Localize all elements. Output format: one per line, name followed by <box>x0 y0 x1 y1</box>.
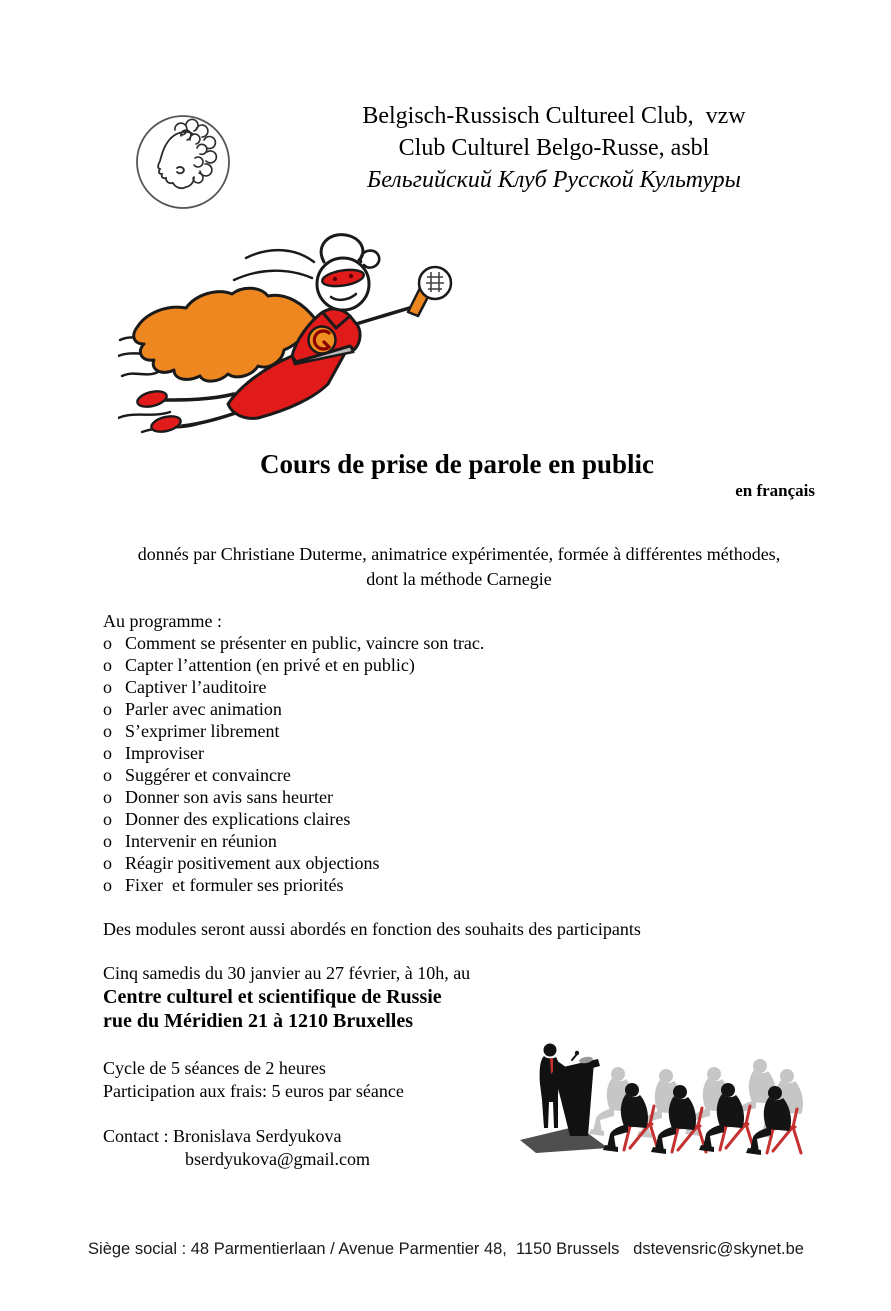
list-item <box>103 742 663 764</box>
list-item <box>103 632 663 654</box>
list-item-text: Parler avec animation <box>125 699 282 719</box>
intro-line1: donnés par Christiane Duterme, animatrice expérimentée, formée à différentes méthodes, <box>137 544 781 564</box>
schedule-section <box>103 961 703 1033</box>
intro-line2: dont la méthode Carnegie <box>366 569 552 589</box>
list-item-text: Intervenir en réunion <box>125 831 277 851</box>
list-item-text: S’exprimer librement <box>125 721 280 741</box>
venue-address: rue du Méridien 21 à 1210 Bruxelles <box>103 1010 413 1032</box>
list-item-text: Capter l’attention (en privé et en public) <box>125 655 415 675</box>
list-item-text: Captiver l’auditoire <box>125 677 267 697</box>
programme-section <box>103 610 663 896</box>
list-item <box>103 874 663 896</box>
list-item <box>103 830 663 852</box>
list-item <box>103 764 663 786</box>
schedule-dates: Cinq samedis du 30 janvier au 27 février, à 10h, au <box>103 963 471 983</box>
contact-name: Contact : Bronislava Serdyukova <box>103 1126 342 1146</box>
bullet-marker: o <box>103 633 112 653</box>
list-item-text: Réagir positivement aux objections <box>125 853 380 873</box>
programme-heading: Au programme : <box>103 611 222 631</box>
cycle-info: Cycle de 5 séances de 2 heures <box>103 1058 326 1078</box>
org-name-russian: Бельгийский Клуб Русской Культуры <box>367 167 741 193</box>
bullet-marker: o <box>103 853 112 873</box>
list-item-text: Comment se présenter en public, vaincre son trac. <box>125 633 485 653</box>
list-item <box>103 852 663 874</box>
bullet-marker: o <box>103 809 112 829</box>
contact-email: bserdyukova@gmail.com <box>185 1148 371 1169</box>
list-item <box>103 654 663 676</box>
bullet-marker: o <box>103 875 112 895</box>
list-item-text: Donner des explications claires <box>125 809 351 829</box>
bullet-marker: o <box>103 655 112 675</box>
list-item-text: Fixer et formuler ses priorités <box>125 875 344 895</box>
org-name-french: Club Culturel Belgo-Russe, asbl <box>398 135 710 161</box>
bullet-marker: o <box>103 699 112 719</box>
venue-name: Centre culturel et scientifique de Russie <box>103 986 442 1008</box>
speaker-audience-illustration-icon <box>520 1040 805 1155</box>
pushkin-portrait-logo-icon <box>133 112 233 212</box>
modules-note: Des modules seront aussi abordés en fonction des souhaits des participants <box>103 919 641 939</box>
intro-text <box>57 542 861 592</box>
bullet-marker: o <box>103 831 112 851</box>
bullet-marker: o <box>103 721 112 741</box>
list-item <box>103 720 663 742</box>
footer-address: Siège social : 48 Parmentierlaan / Avenue Parmentier 48, 1150 Brussels dstevensric@skynet.be <box>88 1240 804 1258</box>
list-item-text: Suggérer et convaincre <box>125 765 291 785</box>
superwoman-microphone-illustration-icon <box>118 228 453 440</box>
org-header <box>254 100 854 196</box>
fee-info: Participation aux frais: 5 euros par séance <box>103 1081 404 1101</box>
list-item-text: Improviser <box>125 743 204 763</box>
list-item <box>103 786 663 808</box>
list-item <box>103 698 663 720</box>
bullet-marker: o <box>103 743 112 763</box>
bullet-marker: o <box>103 677 112 697</box>
list-item-text: Donner son avis sans heurter <box>125 787 333 807</box>
page-title: Cours de prise de parole en public <box>259 449 655 479</box>
bullet-marker: o <box>103 765 112 785</box>
org-name-dutch: Belgisch-Russisch Cultureel Club, vzw <box>362 103 746 129</box>
list-item <box>103 676 663 698</box>
language-note: en français <box>735 481 815 500</box>
bullet-marker: o <box>103 787 112 807</box>
list-item <box>103 808 663 830</box>
